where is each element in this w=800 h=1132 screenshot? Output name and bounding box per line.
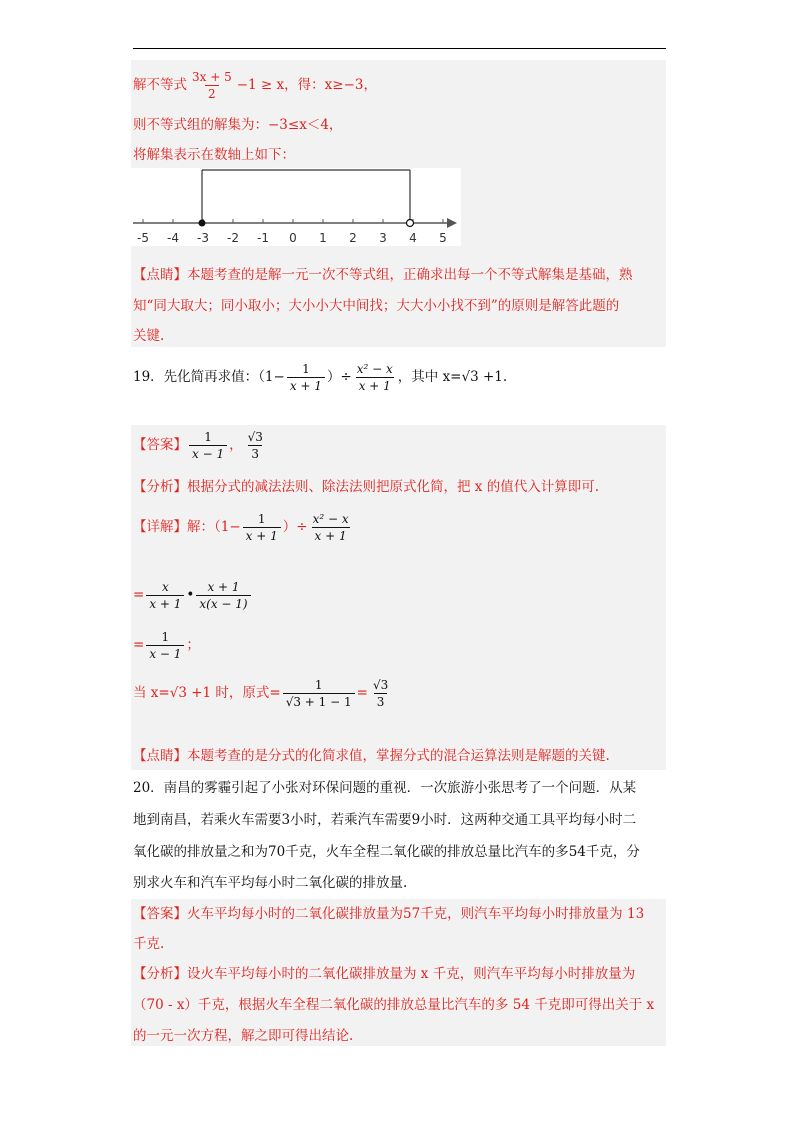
tick-label: 0 [289, 231, 297, 245]
tick-label: -4 [167, 231, 179, 245]
dianjing-line-3: 关键. [133, 328, 165, 344]
fenxi-20-line-3: 的一元一次方程，解之即可得出结论. [133, 1028, 354, 1044]
answer-19: 【答案】 $\frac{1}{x - 1}$ ， $\frac{√3}{3}$ [133, 430, 263, 461]
tick-label: -5 [137, 231, 149, 245]
step-1: = $\frac{x}{x + 1}$ • $\frac{x + 1}{x(x - 1)}$ [133, 580, 253, 611]
dianjing-line-2: 知“同大取大；同小取小；大小小大中间找；大大小小找不到”的原则是解答此题的 [133, 298, 620, 314]
number-line [131, 168, 461, 246]
tick-label: 5 [439, 231, 447, 245]
open-point [407, 220, 414, 227]
tick-label: 2 [349, 231, 357, 245]
fenxi-20-line-1: 【分析】设火车平均每小时的二氧化碳排放量为 x 千克，则汽车平均每小时排放量为 [133, 966, 636, 982]
ineq-fraction: $\frac{3x + 5}{2}$ [192, 70, 232, 101]
number-line-caption: 将解集表示在数轴上如下： [133, 147, 295, 163]
question-20-line-3: 氧化碳的排放量之和为70千克，火车全程二氧化碳的排放总量比汽车的多54千克，分 [133, 844, 640, 860]
tick-label: -3 [197, 231, 209, 245]
tick-label: -2 [227, 231, 239, 245]
dianjing-line-1: 【点睛】本题考查的是解一元一次不等式组，正确求出每一个不等式解集是基础，熟 [133, 267, 633, 283]
xiangjie-19: 【详解】解：（1− $\frac{1}{x + 1}$ ）÷ $\frac{\text{x² − x}}{x + 1}$ [133, 512, 349, 543]
answer-20-line-2: 千克. [133, 936, 165, 952]
solution-set-line: 则不等式组的解集为：−3≤x＜4， [133, 117, 343, 133]
question-20-line-1: 20．南昌的雾霾引起了小张对环保问题的重视．一次旅游小张思考了一个问题．从某 [133, 780, 637, 796]
fenxi-20-line-2: （70 - x）千克，根据火车全程二氧化碳的排放总量比汽车的多 54 千克即可得出关于 x [133, 997, 655, 1013]
fenxi-19: 【分析】根据分式的减法法则、除法法则把原式化简，把 x 的值代入计算即可. [133, 479, 599, 495]
question-20-line-4: 别求火车和汽车平均每小时二氧化碳的排放量. [133, 875, 408, 891]
step-2: = $\frac{1}{x - 1}$ ； [133, 630, 200, 661]
dianjing-19: 【点睛】本题考查的是分式的化简求值，掌握分式的混合运算法则是解题的关键. [133, 748, 610, 764]
tick-label: -1 [257, 231, 269, 245]
question-19: 19．先化简再求值：（1− $\frac{1}{x + 1}$ ）÷ $\frac{\text{x² − x}}{x + 1}$ ，其中 x=√3 +1. [133, 362, 508, 393]
closed-point [199, 220, 206, 227]
ineq-line: 解不等式 $\frac{3x + 5}{2}$ −1 ≥ x，得：x≥−3， [133, 70, 377, 101]
tick-label: 4 [409, 231, 417, 245]
tick-label: 3 [379, 231, 387, 245]
header-rule [133, 48, 666, 49]
answer-20-line-1: 【答案】火车平均每小时的二氧化碳排放量为57千克，则汽车平均每小时排放量为 13 [133, 906, 645, 922]
tick-label: 1 [319, 231, 327, 245]
question-20-line-2: 地到南昌，若乘火车需要3小时，若乘汽车需要9小时．这两种交通工具平均每小时二 [133, 812, 637, 828]
step-3: 当 x=√3 +1 时，原式= $\frac{1}{√3 + 1 - 1}$ = $\frac{√3}{3}$ [133, 678, 389, 709]
